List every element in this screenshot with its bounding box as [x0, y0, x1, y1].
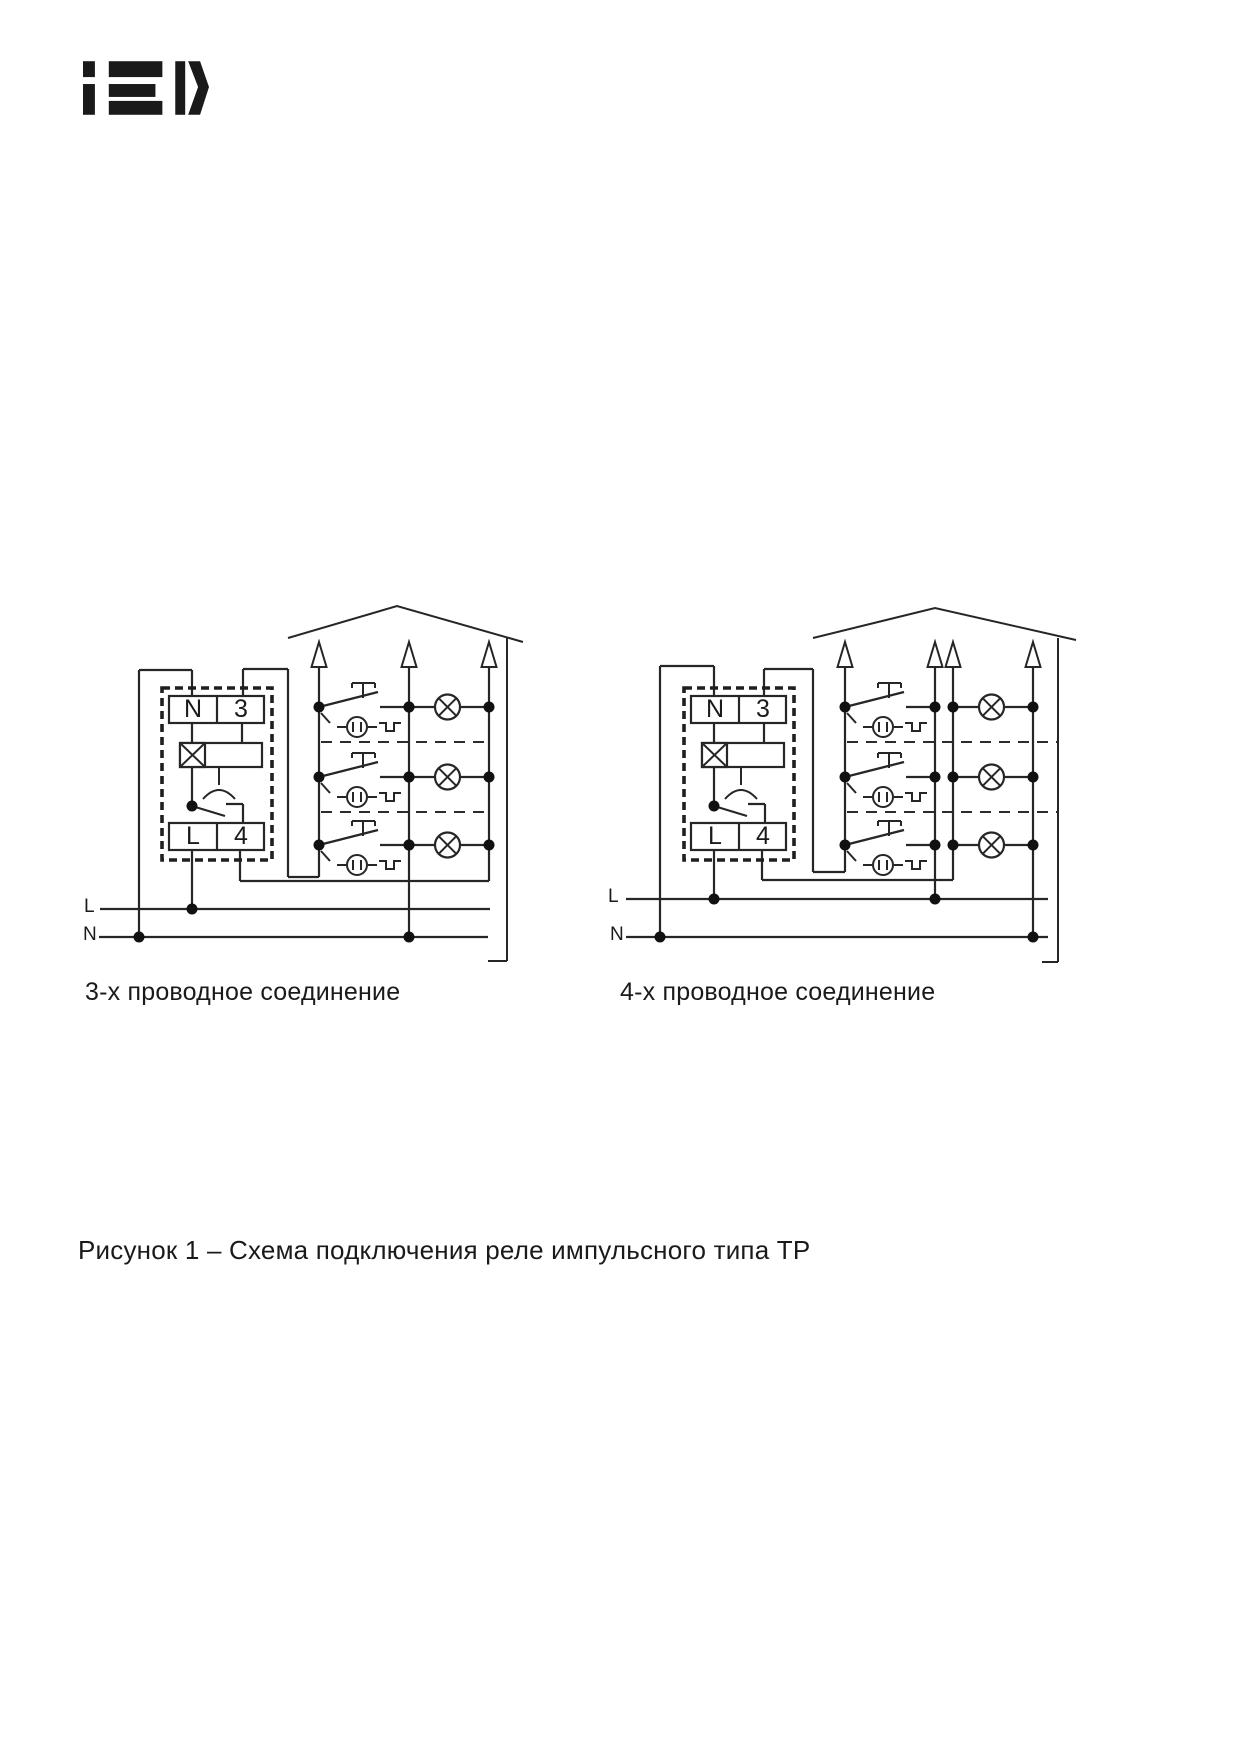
riser-arrow-icon [312, 642, 327, 667]
neutral-bus-label: N [610, 924, 624, 945]
junction-dot [1028, 932, 1039, 943]
wiring-diagrams: N 3 L 4 L N L N [0, 0, 1237, 1741]
riser-arrow-icon [482, 642, 497, 667]
three-wire-diagram [83, 606, 523, 961]
junction-dot [655, 932, 666, 943]
house-roof [813, 608, 1076, 640]
lamp-icon [404, 765, 495, 790]
lamp-icon [948, 695, 1039, 720]
junction-dot [187, 904, 198, 915]
neutral-bus-label: N [83, 924, 97, 945]
lamp-icon [404, 833, 495, 858]
junction-dot [709, 894, 720, 905]
push-button-icon [840, 753, 941, 807]
riser-arrow-icon [838, 642, 853, 667]
junction-dot [930, 894, 941, 905]
push-button-icon [840, 683, 941, 737]
figure-caption: Рисунок 1 – Схема подключения реле импульсного типа ТР [78, 1235, 811, 1265]
riser-arrow-icon [1026, 642, 1041, 667]
junction-dot [404, 932, 415, 943]
house-roof [288, 606, 523, 642]
lamp-feed-wire [762, 850, 953, 880]
house-wall [488, 638, 507, 961]
lamp-icon [948, 833, 1039, 858]
lamp-icon [948, 765, 1039, 790]
four-wire-diagram [608, 608, 1076, 962]
riser-arrow-icon [402, 642, 417, 667]
riser-arrow-icon [946, 642, 961, 667]
push-button-icon [314, 683, 415, 737]
phase-bus-label: L [84, 896, 95, 917]
push-button-icon [314, 753, 415, 807]
house-wall [1042, 638, 1058, 962]
impulse-relay [684, 688, 794, 860]
three-wire-caption: 3-х проводное соединение [85, 978, 401, 1006]
push-button-icon [840, 821, 941, 875]
phase-bus-label: L [608, 886, 619, 907]
push-button-icon [314, 821, 415, 875]
riser-arrow-icon [928, 642, 943, 667]
impulse-relay [162, 688, 272, 860]
four-wire-caption: 4-х проводное соединение [620, 978, 936, 1006]
junction-dot [134, 932, 145, 943]
lamp-icon [404, 695, 495, 720]
